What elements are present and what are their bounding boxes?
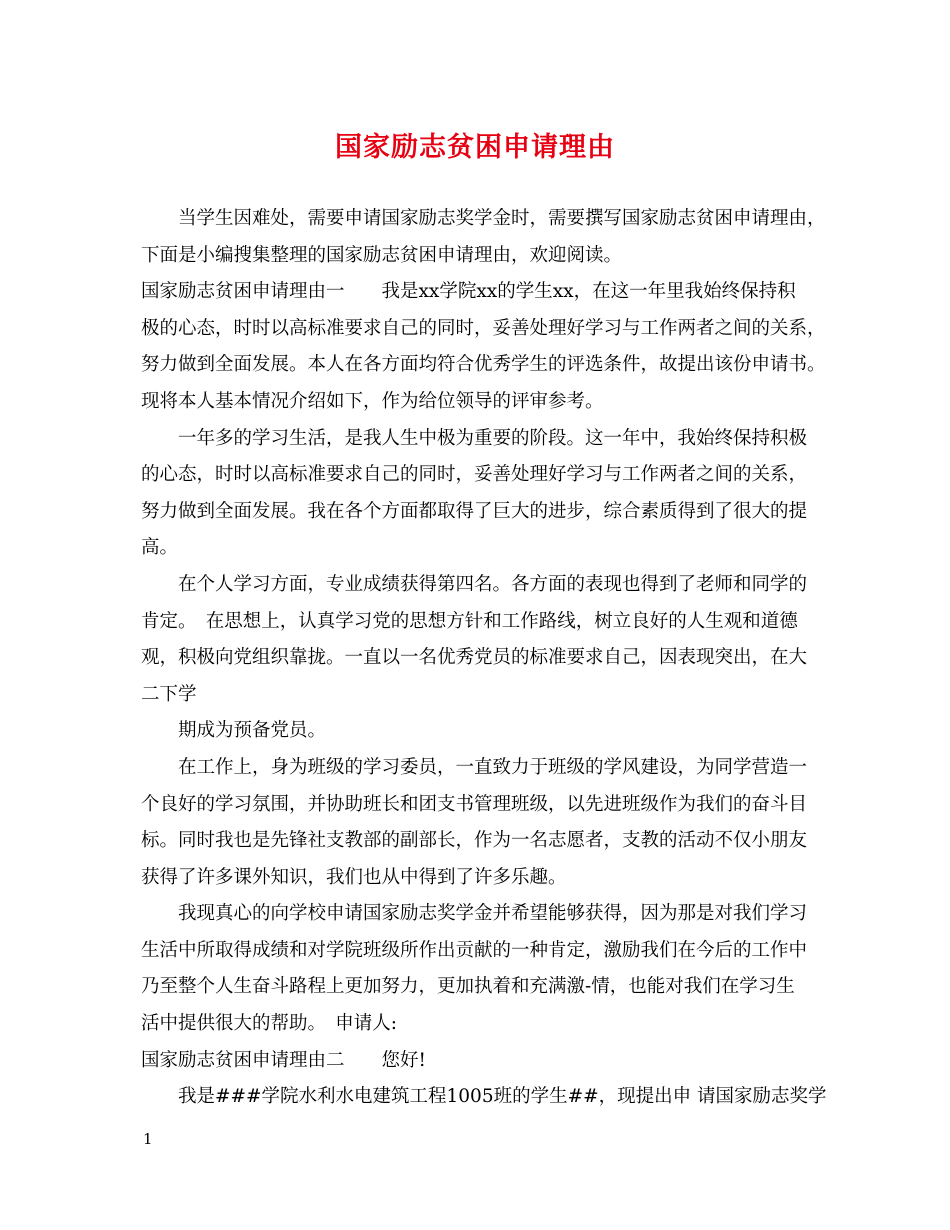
body-line: 努力做到全面发展。本人在各方面均符合优秀学生的评选条件，故提出该份申请书。 xyxy=(141,354,826,376)
body-line: 个良好的学习氛围，并协助班长和团支书管理班级，以先进班级作为我们的奋斗目 xyxy=(141,793,808,815)
body-line: 的心态，时时以高标准要求自己的同时，妥善处理好学习与工作两者之间的关系， xyxy=(141,464,808,486)
body-line: 生活中所取得成绩和对学院班级所作出贡献的一种肯定，激励我们在今后的工作中 xyxy=(141,939,808,961)
body-line: 二下学 xyxy=(141,683,197,705)
body-line: 我现真心的向学校申请国家励志奖学金并希望能够获得，因为那是对我们学习 xyxy=(178,903,808,925)
body-line: 国家励志贫困申请理由一 我是xx学院xx的学生xx，在这一年里我始终保持积 xyxy=(141,281,796,303)
body-line: 我是###学院水利水电建筑工程1005班的学生##，现提出申 请国家励志奖学 xyxy=(178,1086,827,1108)
body-line: 国家励志贫困申请理由二 您好! xyxy=(141,1049,426,1071)
body-line: 在个人学习方面，专业成绩获得第四名。各方面的表现也得到了老师和同学的 xyxy=(178,573,808,595)
document-title: 国家励志贫困申请理由 xyxy=(335,132,615,163)
body-line: 肯定。 在思想上，认真学习党的思想方针和工作路线，树立良好的人生观和道德 xyxy=(141,610,798,632)
body-line: 高。 xyxy=(141,537,179,559)
body-line: 现将本人基本情况介绍如下，作为给位领导的评审参考。 xyxy=(141,390,604,412)
body-line: 乃至整个人生奋斗路程上更加努力，更加执着和充满激-情，也能对我们在学习生 xyxy=(141,976,795,998)
body-line: 期成为预备党员。 xyxy=(178,720,327,742)
body-line: 活中提供很大的帮助。 申请人: xyxy=(141,1013,397,1035)
body-line: 在工作上，身为班级的学习委员，一直致力于班级的学风建设，为同学营造一 xyxy=(178,756,808,778)
body-line: 极的心态，时时以高标准要求自己的同时，妥善处理好学习与工作两者之间的关系， xyxy=(141,317,826,339)
body-line: 观，积极向党组织靠拢。一直以一名优秀党员的标准要求自己，因表现突出，在大 xyxy=(141,647,808,669)
document-body xyxy=(141,201,827,1116)
body-line: 努力做到全面发展。我在各个方面都取得了巨大的进步，综合素质得到了很大的提 xyxy=(141,500,808,522)
page-number: 1 xyxy=(143,1130,153,1148)
body-line: 获得了许多课外知识，我们也从中得到了许多乐趣。 xyxy=(141,866,567,888)
body-line: 下面是小编搜集整理的国家励志贫困申请理由，欢迎阅读。 xyxy=(141,244,623,266)
body-line: 标。同时我也是先锋社支教部的副部长，作为一名志愿者，支教的活动不仅小朋友 xyxy=(141,830,808,852)
body-line: 当学生因难处，需要申请国家励志奖学金时，需要撰写国家励志贫困申请理由， xyxy=(178,208,826,229)
body-line: 一年多的学习生活，是我人生中极为重要的阶段。这一年中，我始终保持积极 xyxy=(178,427,808,449)
